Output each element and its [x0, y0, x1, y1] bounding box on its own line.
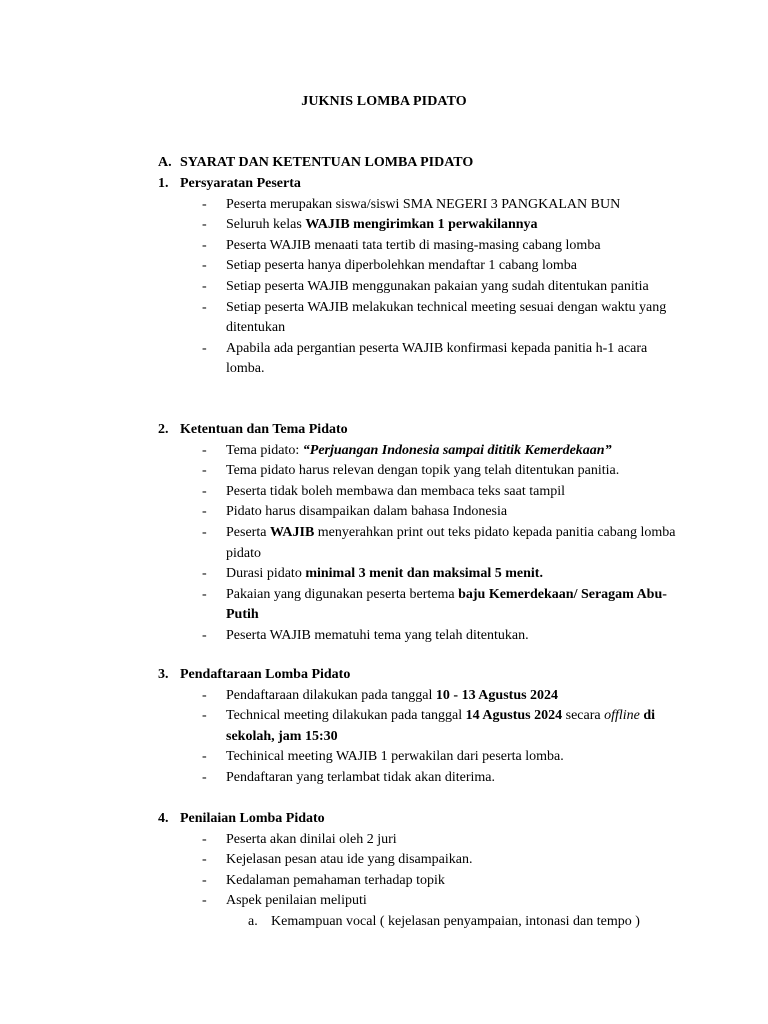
list-item: [158, 523, 698, 564]
item-bold-text: WAJIB mengirimkan 1 perwakilannya: [305, 217, 538, 233]
dash-bullet: -: [202, 893, 207, 909]
group-number: 3.: [158, 667, 169, 682]
dash-bullet: -: [202, 769, 207, 785]
sub-list-item: [158, 912, 698, 933]
list-item: [158, 706, 698, 747]
list-item: [158, 830, 698, 851]
list-item: [158, 502, 698, 523]
dash-bullet: -: [202, 483, 207, 499]
section-marker: A.: [158, 155, 172, 170]
group-persyaratan-peserta: [158, 174, 698, 380]
list-item: [158, 482, 698, 503]
group-heading: [158, 420, 698, 441]
item-text: Techinical meeting WAJIB 1 perwakilan dari peserta lomba.: [226, 749, 564, 765]
list-item: [158, 768, 698, 789]
item-bold-text: 10 - 13 Agustus 2024: [435, 687, 559, 703]
item-bold-text: 14 Agustus 2024: [465, 708, 563, 724]
group-number: 2.: [158, 422, 169, 437]
item-text: Pakaian yang digunakan peserta bertema: [226, 586, 459, 602]
item-text: Setiap peserta hanya diperbolehkan mendaftar 1 cabang lomba: [226, 258, 578, 274]
dash-bullet: -: [202, 299, 207, 315]
dash-bullet: -: [202, 749, 207, 765]
item-list: [158, 441, 698, 647]
dash-bullet: -: [202, 340, 207, 356]
dash-bullet: -: [202, 442, 207, 458]
list-item: [158, 298, 698, 339]
item-text: Peserta: [226, 524, 270, 540]
item-text: Setiap peserta WAJIB menggunakan pakaian yang sudah ditentukan panitia: [226, 278, 649, 294]
list-item: [158, 195, 698, 216]
dash-bullet: -: [202, 586, 207, 602]
group-title: Persyaratan Peserta: [180, 176, 301, 191]
item-italic-text: offline: [604, 708, 640, 724]
dash-bullet: -: [202, 463, 207, 479]
item-text: Peserta WAJIB mematuhi tema yang telah ditentukan.: [226, 627, 529, 643]
item-text: Pendaftaran yang terlambat tidak akan diterima.: [226, 769, 496, 785]
dash-bullet: -: [202, 258, 207, 274]
list-item: [158, 585, 698, 626]
dash-bullet: -: [202, 237, 207, 253]
dash-bullet: -: [202, 524, 207, 540]
section-a-heading: [158, 153, 473, 174]
item-text: Tema pidato harus relevan dengan topik yang telah ditentukan panitia.: [226, 463, 620, 479]
item-text: Aspek penilaian meliputi: [226, 893, 367, 909]
dash-bullet: -: [202, 831, 207, 847]
sub-item-marker: a.: [248, 913, 258, 929]
list-item: [158, 256, 698, 277]
list-item: [158, 686, 698, 707]
list-item: [158, 747, 698, 768]
item-text: Peserta tidak boleh membawa dan membaca teks saat tampil: [226, 483, 565, 499]
dash-bullet: -: [202, 196, 207, 212]
dash-bullet: -: [202, 278, 207, 294]
item-bold-text: minimal 3 menit dan maksimal 5 menit.: [305, 566, 543, 582]
dash-bullet: -: [202, 687, 207, 703]
document-title: JUKNIS LOMBA PIDATO: [301, 94, 467, 109]
list-item: [158, 871, 698, 892]
item-list: [158, 686, 698, 789]
sub-item-list: [158, 912, 698, 933]
list-item: [158, 441, 698, 462]
item-text: secara: [562, 708, 605, 724]
list-item: [158, 626, 698, 647]
item-bold-italic-text: “Perjuangan Indonesia sampai dititik Kemerdekaan”: [302, 442, 612, 458]
group-ketentuan-tema: [158, 420, 698, 647]
group-number: 4.: [158, 811, 169, 826]
item-list: [158, 830, 698, 912]
group-title: Ketentuan dan Tema Pidato: [180, 422, 348, 437]
dash-bullet: -: [202, 872, 207, 888]
group-title: Pendaftaraan Lomba Pidato: [180, 667, 351, 682]
group-pendaftaraan: [158, 665, 698, 789]
group-heading: [158, 665, 698, 686]
item-text: Apabila ada pergantian peserta WAJIB konfirmasi kepada panitia h-1 acara lomba.: [226, 340, 648, 377]
dash-bullet: -: [202, 566, 207, 582]
group-number: 1.: [158, 176, 169, 191]
list-item: [158, 891, 698, 912]
dash-bullet: -: [202, 852, 207, 868]
group-penilaian: [158, 809, 698, 933]
list-item: [158, 215, 698, 236]
list-item: [158, 339, 698, 380]
item-text: Durasi pidato: [226, 566, 306, 582]
list-item: [158, 236, 698, 257]
item-list: [158, 195, 698, 380]
sub-item-text: Kemampuan vocal ( kejelasan penyampaian, intonasi dan tempo ): [271, 913, 640, 929]
dash-bullet: -: [202, 217, 207, 233]
list-item: [158, 277, 698, 298]
section-title: SYARAT DAN KETENTUAN LOMBA PIDATO: [180, 155, 474, 170]
item-text: Setiap peserta WAJIB melakukan technical meeting sesuai dengan waktu yang ditentukan: [226, 299, 667, 336]
list-item: [158, 564, 698, 585]
dash-bullet: -: [202, 627, 207, 643]
item-text: Seluruh kelas: [226, 217, 306, 233]
item-text: Kedalaman pemahaman terhadap topik: [226, 872, 445, 888]
item-text: Peserta merupakan siswa/siswi SMA NEGERI 3 PANGKALAN BUN: [226, 196, 621, 212]
group-title: Penilaian Lomba Pidato: [180, 811, 325, 826]
dash-bullet: -: [202, 504, 207, 520]
group-heading: [158, 174, 698, 195]
item-text: Peserta akan dinilai oleh 2 juri: [226, 831, 397, 847]
item-bold-text: di sekolah, jam 15:30: [226, 708, 656, 744]
list-item: [158, 461, 698, 482]
item-text: Kejelasan pesan atau ide yang disampaikan.: [226, 852, 473, 868]
dash-bullet: -: [202, 708, 207, 724]
item-bold-text: WAJIB: [269, 524, 315, 540]
item-text: Peserta WAJIB menaati tata tertib di masing-masing cabang lomba: [226, 237, 601, 253]
item-text: menyerahkan print out teks pidato kepada panitia cabang lomba pidato: [226, 524, 676, 561]
list-item: [158, 850, 698, 871]
group-heading: [158, 809, 698, 830]
item-text: Technical meeting dilakukan pada tanggal: [226, 708, 466, 724]
item-text: Pendaftaraan dilakukan pada tanggal: [226, 687, 436, 703]
item-bold-text: baju Kemerdekaan/ Seragam Abu-Putih: [226, 586, 667, 623]
item-text: Pidato harus disampaikan dalam bahasa Indonesia: [226, 504, 508, 520]
item-text: Tema pidato:: [226, 442, 303, 458]
